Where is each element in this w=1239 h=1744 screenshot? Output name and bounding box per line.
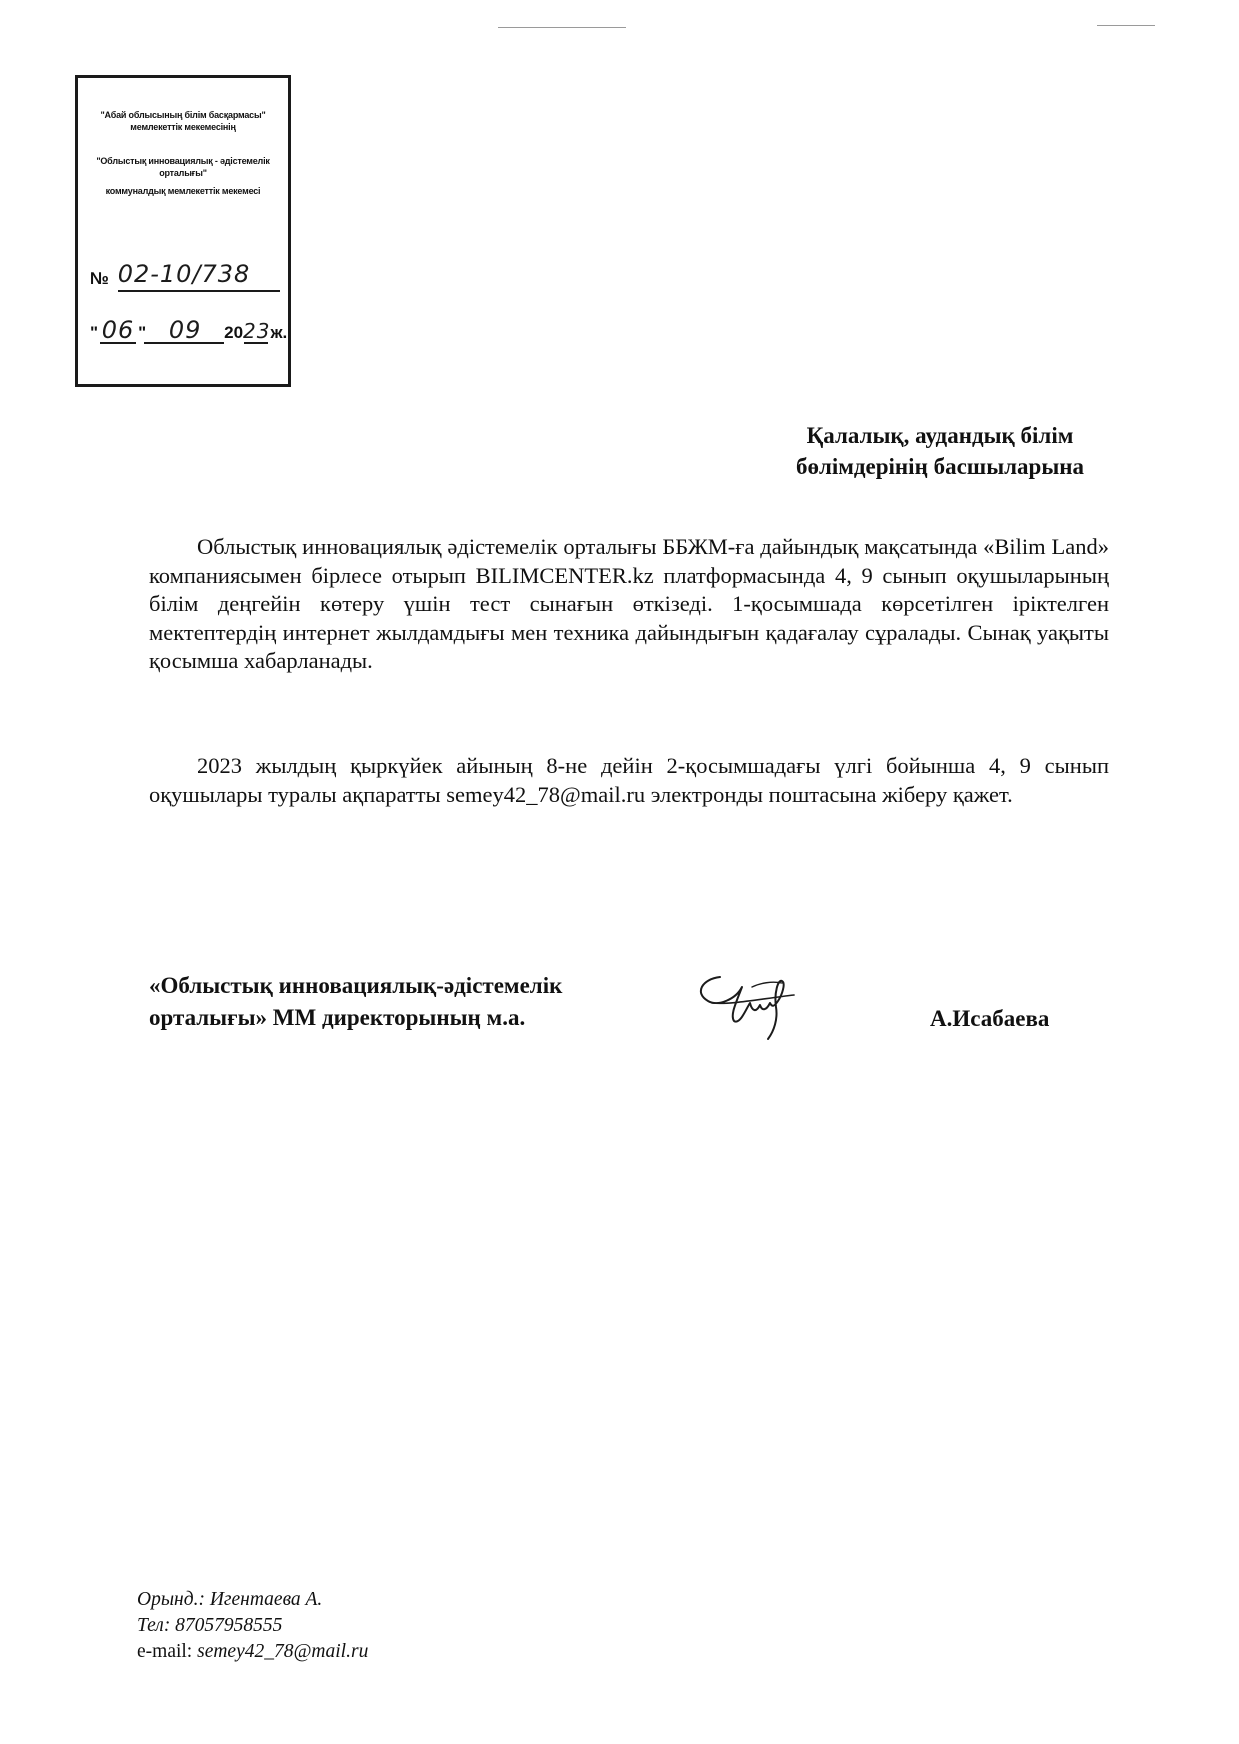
stamp-date-row [90, 316, 287, 344]
signatory-title-line-2: орталығы» ММ директорының м.а. [149, 1005, 526, 1030]
executor-email-label: e-mail: [137, 1641, 198, 1662]
stamp-line-5: коммуналдық мемлекеттік мекемесі [105, 186, 261, 196]
stamp-line-2: мемлекеттік мекемесінің [130, 122, 236, 132]
stamp-date-day: 06 [101, 316, 135, 344]
stamp-date-underline-day [100, 342, 136, 344]
stamp-number-value: 02-10/738 [117, 260, 251, 288]
body-paragraph-1: Облыстық инновациялық әдістемелік орталығы ББЖМ-ға дайындық мақсатында «Bilim Land» компаниясымен бірлесе отырып BILIMCENTER.kz платформасында 4, 9 сынып оқушыларының білім деңгейін көтеру үшін тест сынағын өткізеді. 1-қосымшада көрсетілген іріктелген мектептердің интернет жылдамдығы мен техника дайындығын қадағалау сұралады. Сынақ уақыты қосымша хабарланады. [149, 534, 1109, 673]
signatory-name: А.Исабаева [930, 1006, 1050, 1031]
executor-footer [137, 1587, 368, 1665]
stamp-date-open-quote: " [90, 323, 99, 342]
addressee-line-2: бөлімдерінің басшыларына [795, 454, 1085, 479]
stamp-number-row [90, 260, 251, 290]
stamp-number-underline [118, 290, 280, 292]
stamp-date-year-unit: ж. [270, 323, 288, 342]
stamp-date-underline-month [144, 342, 224, 344]
handwritten-signature [690, 965, 810, 1045]
top-rule-right [1097, 25, 1155, 26]
stamp-date-year-prefix: 20 [224, 323, 244, 342]
addressee [740, 420, 1140, 482]
executor-name: Орынд.: Игентаева А. [137, 1589, 323, 1610]
stamp-line-1: "Абай облысының білім басқармасы" [100, 110, 266, 120]
registration-stamp [75, 75, 291, 387]
executor-email [137, 1639, 368, 1665]
addressee-line-1: Қалалық, аудандық білім [806, 423, 1074, 448]
stamp-date-year-suffix: 23 [243, 319, 271, 343]
stamp-date-close-quote: " [138, 323, 147, 342]
executor-email-value: semey42_78@mail.ru [197, 1641, 369, 1662]
executor-phone: Тел: 87057958555 [137, 1615, 283, 1636]
stamp-date-underline-year [244, 342, 268, 344]
signatory-title [149, 970, 709, 1034]
stamp-number-label: № [90, 269, 109, 288]
signatory-title-line-1: «Облыстық инновациялық-әдістемелік [149, 973, 563, 998]
body-paragraph-2: 2023 жылдың қыркүйек айының 8-не дейін 2-қосымшадағы үлгі бойынша 4, 9 сынып оқушылары туралы ақпаратты semey42_78@mail.ru электронды поштасына жіберу қажет. [149, 753, 1109, 807]
stamp-line-4: орталығы" [159, 168, 207, 178]
stamp-line-3: "Облыстық инновациялық - әдістемелік [96, 156, 270, 166]
stamp-date-month: 09 [168, 316, 202, 344]
top-rule-left [498, 27, 626, 28]
